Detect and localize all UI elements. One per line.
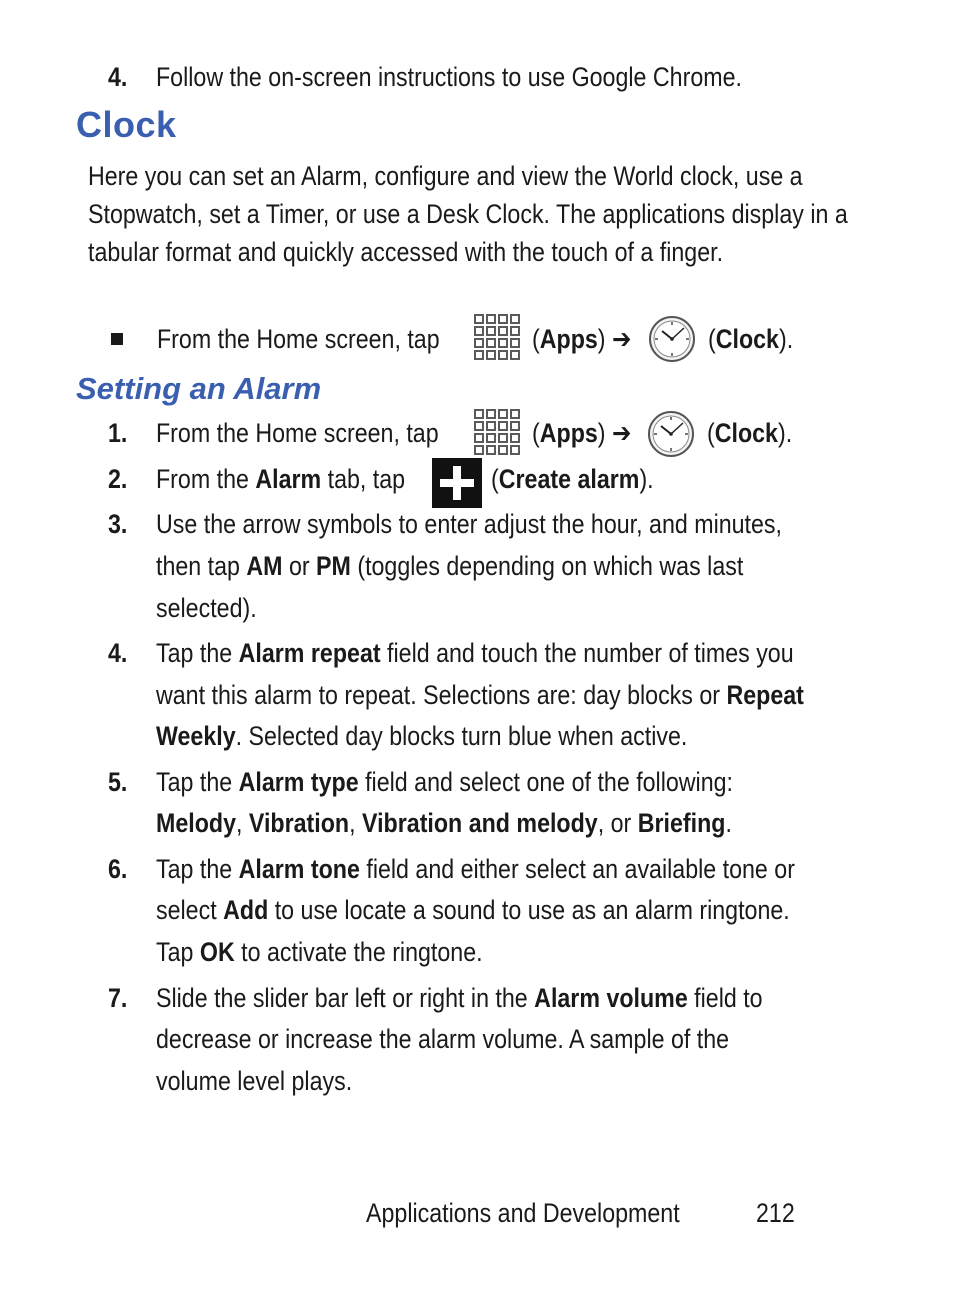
- step-text: volume level plays.: [156, 1066, 353, 1096]
- plus-icon: [432, 458, 482, 508]
- bullet-text: From the Home screen, tap: [157, 324, 440, 354]
- step-text: decrease or increase the alarm volume. A sample of the: [156, 1024, 730, 1054]
- subsection-title: Setting an Alarm: [76, 371, 322, 406]
- step-number: 2.: [108, 464, 128, 494]
- create-alarm-label: Create alarm: [498, 464, 640, 494]
- step-number: 6.: [108, 854, 128, 884]
- step-number: 5.: [108, 767, 128, 797]
- step-text: From the Home screen, tap: [156, 418, 439, 448]
- apps-grid-icon: [473, 408, 521, 456]
- step-text: Tap the Alarm tone field and either select an available tone or: [156, 854, 795, 884]
- step-number: 4.: [108, 62, 128, 92]
- step-number: 1.: [108, 418, 128, 448]
- step-text: selected).: [156, 593, 257, 623]
- step-number: 7.: [108, 983, 128, 1013]
- step-text: Use the arrow symbols to enter adjust the hour, and minutes,: [156, 509, 782, 539]
- intro-paragraph: Here you can set an Alarm, configure and view the World clock, use a Stopwatch, set a Timer, or use a Desk Clock. The applications display in a tabular format and quickly accessed with the touch of a finger.: [88, 161, 848, 267]
- step-text: Tap OK to activate the ringtone.: [156, 937, 483, 967]
- step-text: From the Alarm tab, tap: [156, 464, 406, 494]
- clock-label-line: (Clock).: [707, 418, 793, 448]
- bullet-marker: [111, 333, 123, 345]
- apps-grid-icon: [473, 313, 521, 361]
- step-text: Melody, Vibration, Vibration and melody, or Briefing.: [156, 808, 732, 838]
- clock-icon: [646, 409, 696, 459]
- step-text: Follow the on-screen instructions to use Google Chrome.: [156, 62, 742, 92]
- footer-section: Applications and Development: [366, 1198, 680, 1228]
- step-text: select Add to use locate a sound to use as an alarm ringtone.: [156, 895, 790, 925]
- page-number: 212: [756, 1198, 795, 1228]
- clock-label: Clock: [715, 324, 779, 354]
- apps-label-line: (Apps) ➔: [532, 324, 632, 354]
- arrow-icon: ➔: [611, 324, 632, 354]
- apps-label: Apps: [539, 418, 598, 448]
- step-number: 4.: [108, 638, 128, 668]
- step-text: want this alarm to repeat. Selections are: day blocks or Repeat: [156, 680, 804, 710]
- apps-label-line: (Apps) ➔: [532, 418, 632, 448]
- step-text: Weekly. Selected day blocks turn blue when active.: [156, 721, 688, 751]
- clock-label-line: (Clock).: [708, 324, 794, 354]
- clock-label: Clock: [714, 418, 778, 448]
- arrow-icon: ➔: [611, 418, 632, 448]
- step-text: Tap the Alarm repeat field and touch the number of times you: [156, 638, 794, 668]
- clock-icon: [647, 314, 697, 364]
- section-title: Clock: [76, 104, 177, 145]
- apps-label: Apps: [539, 324, 598, 354]
- step-number: 3.: [108, 509, 128, 539]
- step-text: Slide the slider bar left or right in the Alarm volume field to: [156, 983, 763, 1013]
- step-text: then tap AM or PM (toggles depending on which was last: [156, 551, 744, 581]
- create-alarm-label-line: (Create alarm).: [491, 464, 654, 494]
- step-text: Tap the Alarm type field and select one of the following:: [156, 767, 734, 797]
